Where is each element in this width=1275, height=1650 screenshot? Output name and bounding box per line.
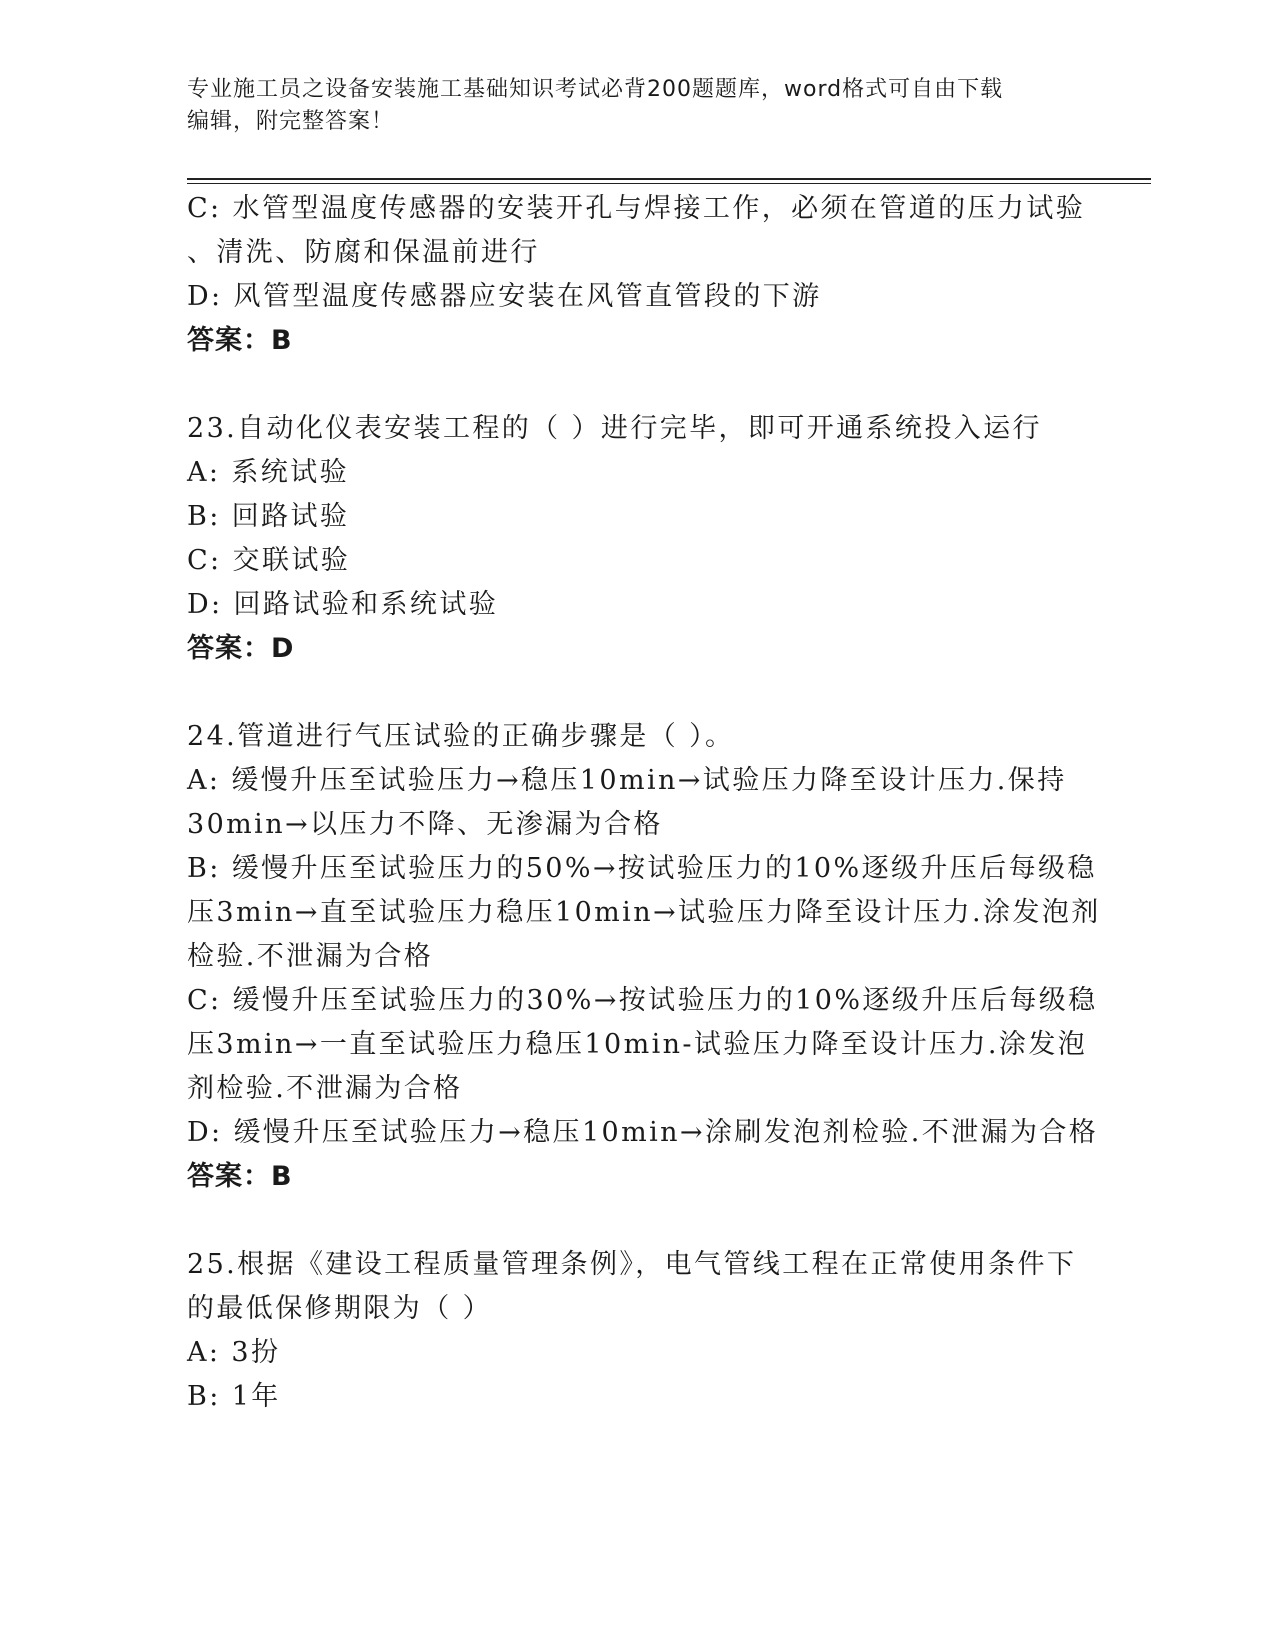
header-divider-thin bbox=[187, 183, 1151, 184]
q23-option-d: D: 回路试验和系统试验 bbox=[187, 589, 499, 620]
q25-stem-line-2: 的最低保修期限为（ ） bbox=[187, 1293, 492, 1324]
q22-option-c-line-1: C: 水管型温度传感器的安装开孔与焊接工作，必须在管道的压力试验 bbox=[187, 193, 1086, 224]
q22-option-d: D: 风管型温度传感器应安装在风管直管段的下游 bbox=[187, 281, 822, 312]
q23-stem: 23.自动化仪表安装工程的（ ）进行完毕，即可开通系统投入运行 bbox=[187, 413, 1042, 444]
q25-option-a: A: 3扮 bbox=[187, 1337, 281, 1368]
q23-option-b: B: 回路试验 bbox=[187, 501, 350, 532]
q22-answer: 答案：B bbox=[187, 325, 293, 356]
q24-option-c-line-3: 剂检验.不泄漏为合格 bbox=[187, 1073, 463, 1104]
q25-option-b: B: 1年 bbox=[187, 1381, 281, 1412]
q24-stem: 24.管道进行气压试验的正确步骤是（ ）。 bbox=[187, 721, 735, 752]
document-header bbox=[187, 74, 1087, 138]
q24-option-b-line-3: 检验.不泄漏为合格 bbox=[187, 941, 434, 972]
q23-option-c: C: 交联试验 bbox=[187, 545, 351, 576]
q24-option-c-line-2: 压3min→一直至试验压力稳压10min-试验压力降至设计压力.涂发泡 bbox=[187, 1029, 1088, 1060]
q24-option-d: D: 缓慢升压至试验压力→稳压10min→涂刷发泡剂检验.不泄漏为合格 bbox=[187, 1117, 1099, 1148]
q24-option-b-line-2: 压3min→直至试验压力稳压10min→试验压力降至设计压力.涂发泡剂 bbox=[187, 897, 1101, 928]
header-line-1: 专业施工员之设备安装施工基础知识考试必背200题题库，word格式可自由下载 bbox=[187, 77, 1004, 102]
header-divider-thick bbox=[187, 178, 1151, 180]
q24-answer: 答案：B bbox=[187, 1161, 293, 1192]
q24-option-b-line-1: B: 缓慢升压至试验压力的50%→按试验压力的10%逐级升压后每级稳 bbox=[187, 853, 1097, 884]
q24-option-a-line-2: 30min→以压力不降、无渗漏为合格 bbox=[187, 809, 663, 840]
q24-option-c-line-1: C: 缓慢升压至试验压力的30%→按试验压力的10%逐级升压后每级稳 bbox=[187, 985, 1098, 1016]
header-line-2: 编辑，附完整答案！ bbox=[187, 109, 395, 134]
q23-answer: 答案：D bbox=[187, 633, 295, 664]
q23-option-a: A: 系统试验 bbox=[187, 457, 349, 488]
q22-option-c-line-2: 、清洗、防腐和保温前进行 bbox=[187, 237, 540, 268]
q25-stem-line-1: 25.根据《建设工程质量管理条例》，电气管线工程在正常使用条件下 bbox=[187, 1249, 1077, 1280]
q24-option-a-line-1: A: 缓慢升压至试验压力→稳压10min→试验压力降至设计压力.保持 bbox=[187, 765, 1067, 796]
